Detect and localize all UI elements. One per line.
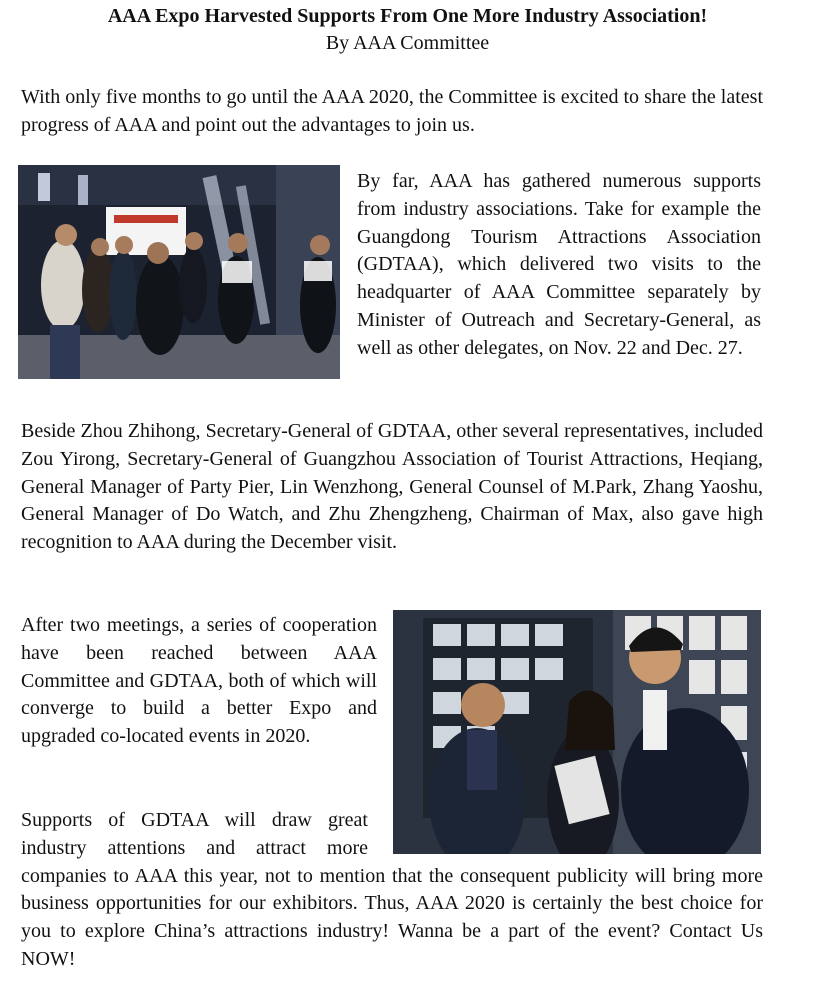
delegation-visit-photo xyxy=(18,165,340,379)
article-title: AAA Expo Harvested Supports From One More Industry Association! xyxy=(107,5,708,27)
cooperation-paragraph: After two meetings, a series of cooperation have been reached between AAA Committee and GDTAA, both of which will converge to build a better Expo and upgraded co-located events in 2020. xyxy=(21,614,377,748)
photo-wrap-spacer xyxy=(368,807,763,855)
representatives-paragraph: Beside Zhou Zhihong, Secretary-General of GDTAA, other several representatives, included Zou Yirong, Secretary-General of Guangzhou Association of Tourist Attractions, Heqiang, General Manager of Party Pier, Lin Wenzhong, General Counsel of M.Park, Zhang Yaoshu, General Manager of Do Watch, and Zhu Zhengzheng, Chairman of Max, also gave high recognition to AAA during the December visit. xyxy=(21,420,763,554)
intro-paragraph: With only five months to go until the AAA 2020, the Committee is excited to share the latest progress of AAA and point out the advantages to join us. xyxy=(21,86,763,136)
closing-paragraph-text: Supports of GDTAA will draw great industry attentions and attract more companies to AAA this year, not to mention that the consequent publicity will bring more business opportunities for our exhibitors. Thus, AAA 2020 is certainly the best choice for you to explore China’s attractions industry! Wanna be a part of the event? Contact Us NOW! xyxy=(21,809,763,970)
closing-paragraph xyxy=(21,807,763,974)
associations-paragraph: By far, AAA has gathered numerous supports from industry associations. Take for example the Guangdong Tourism Attractions Association (GDTAA), which delivered two visits to the headquarter of AAA Committee separately by Minister of Outreach and Secretary-General, as well as other delegates, on Nov. 22 and Dec. 27. xyxy=(357,170,761,359)
article-byline: By AAA Committee xyxy=(325,32,490,54)
